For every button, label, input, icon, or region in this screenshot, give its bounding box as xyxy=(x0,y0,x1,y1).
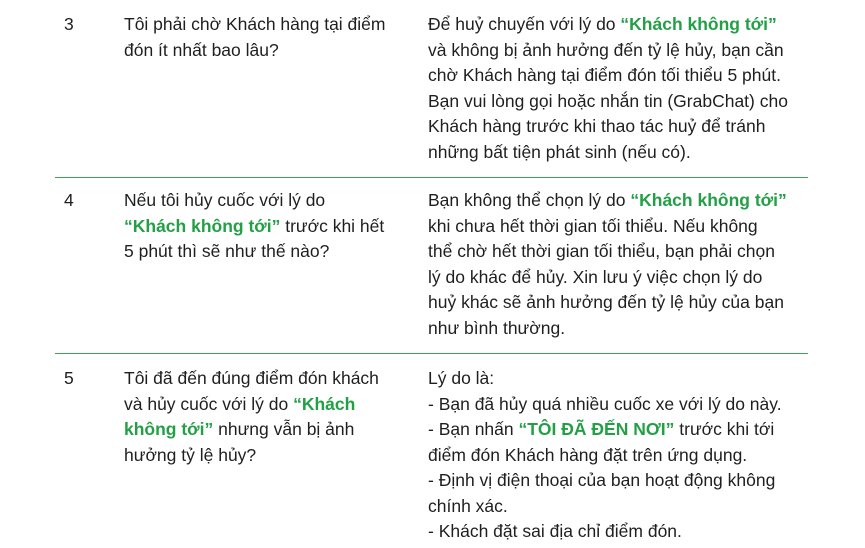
answer-line: chờ Khách hàng tại điểm đón tối thiểu 5 phút. xyxy=(428,65,781,85)
answer-line: huỷ khác sẽ ảnh hưởng đến tỷ lệ hủy của bạn xyxy=(428,292,784,312)
row-number: 4 xyxy=(64,190,74,210)
answer-line: - Bạn đã hủy quá nhiều cuốc xe với lý do này. xyxy=(428,393,782,414)
question-text: trước khi hết xyxy=(280,215,385,236)
answer-line: lý do khác để hủy. Xin lưu ý việc chọn lý do xyxy=(428,266,763,287)
question-line: 5 phút thì sẽ như thế nào? xyxy=(124,241,330,261)
answer-text: Bạn không thể chọn lý do xyxy=(428,190,631,210)
question-line xyxy=(124,214,406,240)
highlight-text: “Khách không tới” xyxy=(124,215,281,236)
faq-answer xyxy=(428,366,828,545)
answer-text: trước khi tới xyxy=(674,419,775,439)
row-divider xyxy=(55,177,808,178)
answer-line: thể chờ hết thời gian tối thiểu, bạn phải chọn xyxy=(428,241,775,261)
faq-answer xyxy=(428,188,828,341)
question-line: Tôi đã đến đúng điểm đón khách xyxy=(124,368,379,388)
answer-line: Bạn vui lòng gọi hoặc nhắn tin (GrabChat) cho xyxy=(428,90,788,111)
highlight-text: “Khách xyxy=(293,393,356,414)
question-line: Nếu tôi hủy cuốc với lý do xyxy=(124,190,326,210)
answer-line xyxy=(428,188,828,214)
faq-answer xyxy=(428,12,828,165)
highlight-text: “Khách không tới” xyxy=(620,14,777,34)
question-line: hưởng tỷ lệ hủy? xyxy=(124,444,257,465)
answer-line: Khách hàng trước khi thao tác huỷ để tránh xyxy=(428,116,766,136)
answer-line: và không bị ảnh hưởng đến tỷ lệ hủy, bạn cần xyxy=(428,39,784,60)
highlight-text: “Khách không tới” xyxy=(630,190,787,210)
highlight-text: không tới” xyxy=(124,419,214,439)
answer-line: - Định vị điện thoại của bạn hoạt động không xyxy=(428,470,776,490)
row-number: 5 xyxy=(64,368,74,388)
answer-line: những bất tiện phát sinh (nếu có). xyxy=(428,141,691,162)
answer-line: điểm đón Khách hàng đặt trên ứng dụng. xyxy=(428,444,748,465)
answer-line: - Khách đặt sai địa chỉ điểm đón. xyxy=(428,521,682,541)
question-line xyxy=(124,417,406,443)
row-number: 3 xyxy=(64,14,74,34)
answer-line: như bình thường. xyxy=(428,317,566,338)
question-line: Tôi phải chờ Khách hàng tại điểm xyxy=(124,14,386,34)
question-text: và hủy cuốc với lý do xyxy=(124,393,294,414)
answer-line: khi chưa hết thời gian tối thiểu. Nếu không xyxy=(428,215,758,236)
highlight-text: “TÔI ĐÃ ĐẾN NƠI” xyxy=(518,419,675,439)
faq-question xyxy=(124,366,406,468)
answer-text: Để huỷ chuyến với lý do xyxy=(428,14,621,34)
answer-line: Lý do là: xyxy=(428,368,495,388)
faq-question xyxy=(124,188,406,265)
question-line: đón ít nhất bao lâu? xyxy=(124,39,279,60)
question-text: nhưng vẫn bị ảnh xyxy=(213,419,355,439)
answer-line: chính xác. xyxy=(428,495,508,516)
answer-text: - Bạn nhấn xyxy=(428,419,519,439)
question-line xyxy=(124,392,406,418)
row-divider xyxy=(55,353,808,354)
answer-line xyxy=(428,12,828,38)
answer-line xyxy=(428,417,828,443)
faq-question xyxy=(124,12,406,63)
